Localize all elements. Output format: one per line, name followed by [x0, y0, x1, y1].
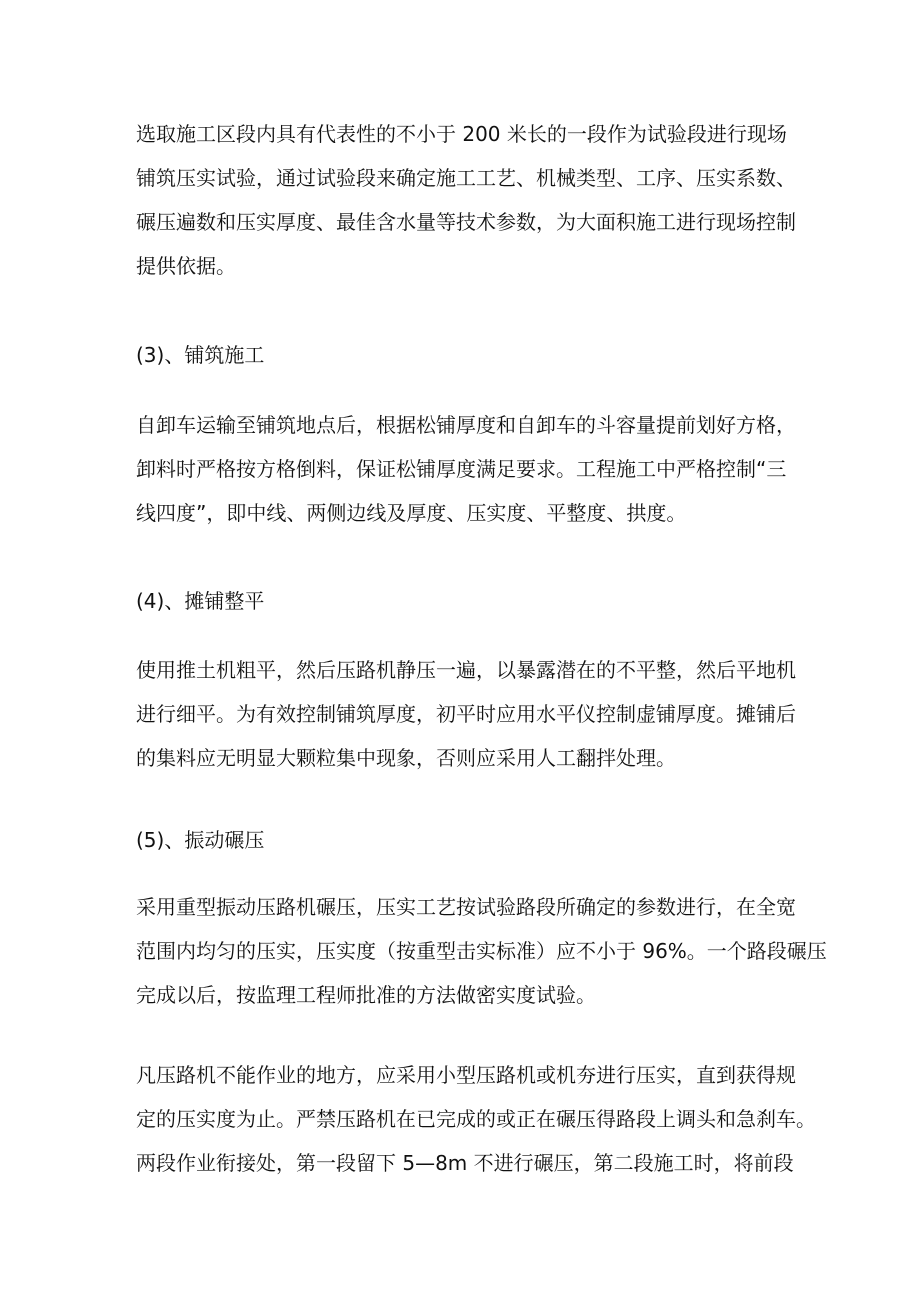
- paragraph-line: 自卸车运输至铺筑地点后，根据松铺厚度和自卸车的斗容量提前划好方格，: [136, 413, 796, 437]
- section-heading-compaction: (5)、振动碾压: [136, 828, 265, 852]
- section-heading-paving: (3)、铺筑施工: [136, 343, 265, 367]
- paragraph-line: 选取施工区段内具有代表性的不小于 200 米长的一段作为试验段进行现场: [136, 122, 787, 146]
- paragraph-line: 提供依据。: [136, 254, 236, 278]
- paragraph-line: 铺筑压实试验，通过试验段来确定施工工艺、机械类型、工序、压实系数、: [136, 166, 796, 190]
- paragraph-compaction: [136, 885, 827, 1017]
- paragraph-line: 卸料时严格按方格倒料，保证松铺厚度满足要求。工程施工中严格控制“三: [136, 457, 787, 481]
- paragraph-line: 采用重型振动压路机碾压，压实工艺按试验路段所确定的参数进行，在全宽: [136, 895, 796, 919]
- paragraph-small-roller: [136, 1053, 816, 1185]
- paragraph-line: 进行细平。为有效控制铺筑厚度，初平时应用水平仪控制虚铺厚度。摊铺后: [136, 702, 796, 726]
- paragraph-line: 的集料应无明显大颗粒集中现象，否则应采用人工翻拌处理。: [136, 746, 676, 770]
- paragraph-line: 碾压遍数和压实厚度、最佳含水量等技术参数，为大面积施工进行现场控制: [136, 210, 796, 234]
- paragraph-line: 完成以后，按监理工程师批准的方法做密实度试验。: [136, 983, 596, 1007]
- paragraph-line: 范围内均匀的压实，压实度（按重型击实标准）应不小于 96%。一个路段碾压: [136, 939, 827, 963]
- paragraph-line: 两段作业衔接处，第一段留下 5—8m 不进行碾压，第二段施工时，将前段: [136, 1151, 794, 1175]
- paragraph-line: 定的压实度为止。严禁压路机在已完成的或正在碾压得路段上调头和急刹车。: [136, 1107, 816, 1131]
- paragraph-paving: [136, 403, 796, 535]
- paragraph-test-section: [136, 112, 796, 288]
- paragraph-line: 凡压路机不能作业的地方，应采用小型压路机或机夯进行压实，直到获得规: [136, 1063, 796, 1087]
- section-heading-leveling: (4)、摊铺整平: [136, 589, 265, 613]
- paragraph-line: 线四度”，即中线、两侧边线及厚度、压实度、平整度、拱度。: [136, 501, 687, 525]
- paragraph-line: 使用推土机粗平，然后压路机静压一遍，以暴露潜在的不平整，然后平地机: [136, 658, 796, 682]
- paragraph-leveling: [136, 648, 796, 780]
